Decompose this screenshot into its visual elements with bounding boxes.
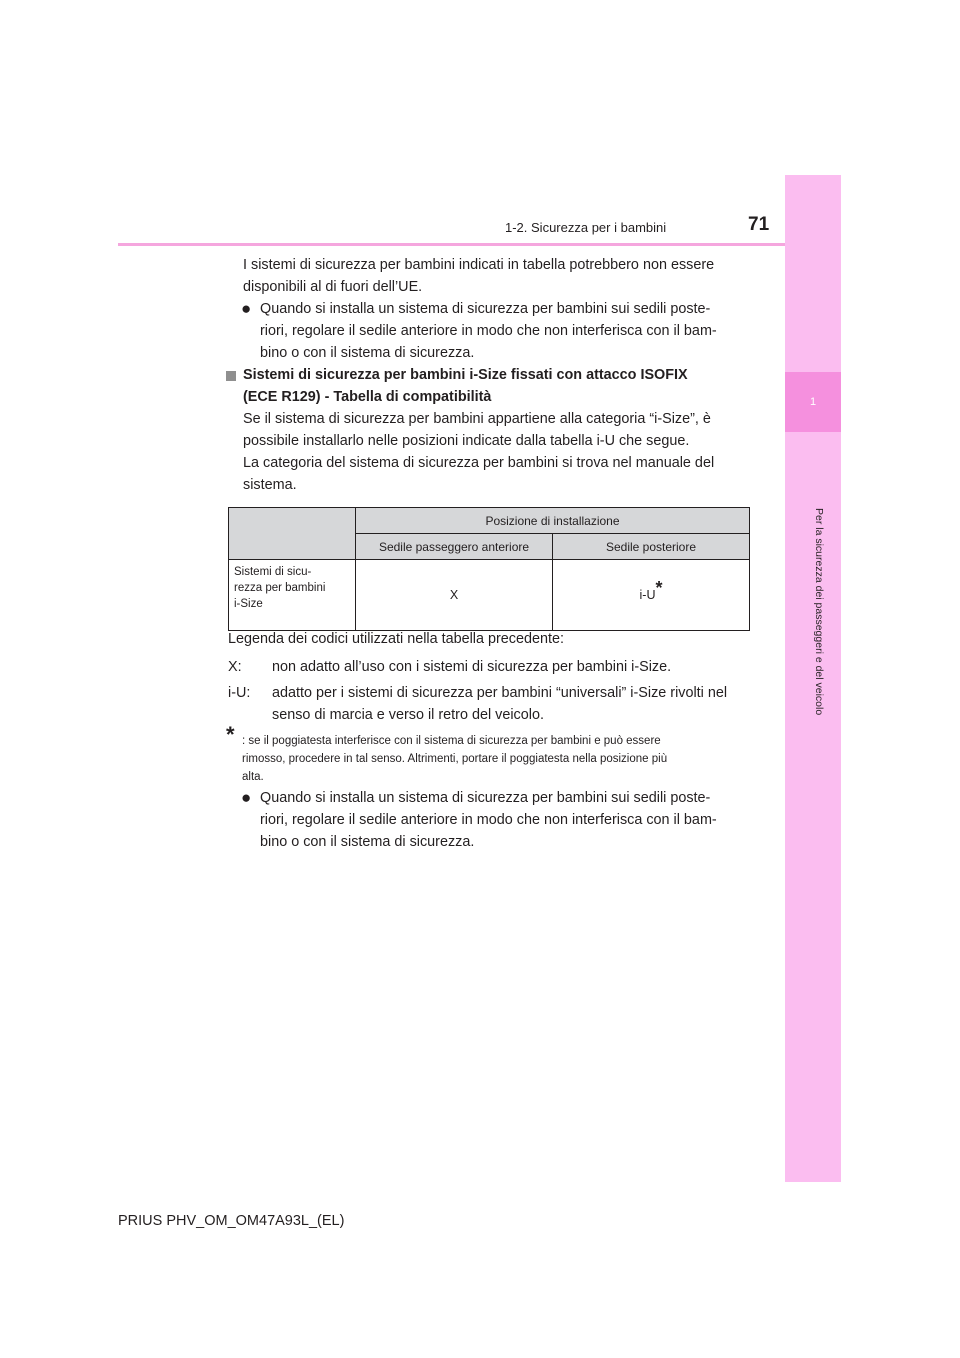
intro-paragraph: [243, 254, 745, 298]
table-corner-cell: [229, 508, 356, 560]
asterisk-mark: *: [655, 577, 663, 598]
text-line: riori, regolare il sedile anteriore in modo che non interferisca con il bam-: [260, 812, 717, 828]
header-rule: [118, 243, 840, 246]
text-line: (ECE R129) - Tabella di compatibilità: [243, 389, 492, 405]
col-header-front-seat: Sedile passeggero anteriore: [356, 534, 553, 560]
bullet-paragraph-1: [260, 298, 745, 364]
legend-x-text: non adatto all’uso con i sistemi di sicurezza per bambini i-Size.: [272, 659, 672, 675]
table-group-header: Posizione di installazione: [356, 508, 750, 534]
text-line: Quando si installa un sistema di sicurezza per bambini sui sedili poste-: [260, 790, 711, 806]
compatibility-table: [228, 507, 750, 631]
text-line: Se il sistema di sicurezza per bambini appartiene alla categoria “i-Size”, è: [243, 411, 711, 427]
legend-x-code: X:: [228, 659, 242, 675]
section-square-icon: [226, 371, 236, 381]
text-line: Sistemi di sicurezza per bambini i-Size fissati con attacco ISOFIX: [243, 367, 688, 383]
text-line: bino o con il sistema di sicurezza.: [260, 834, 475, 850]
cell-rear-seat-code: i-U: [639, 588, 656, 603]
text-line: sistema.: [243, 477, 297, 493]
chapter-title-vertical: [811, 508, 827, 716]
bullet-dot-icon: ●: [241, 299, 252, 318]
text-line: I sistemi di sicurezza per bambini indicati in tabella potrebbero non essere: [243, 257, 715, 273]
text-line: possibile installarlo nelle posizioni indicate dalla tabella i-U che segue.: [243, 433, 690, 449]
section-title: 1-2. Sicurezza per i bambini: [505, 220, 667, 235]
text-line: alta.: [242, 771, 264, 783]
text-line: riori, regolare il sedile anteriore in modo che non interferisca con il bam-: [260, 323, 717, 339]
section-description: [243, 408, 745, 496]
col-header-rear-seat: Sedile posteriore: [553, 534, 750, 560]
text-line: : se il poggiatesta interferisce con il sistema di sicurezza per bambini e può essere: [242, 735, 661, 747]
text-line: rimosso, procedere in tal senso. Altrimenti, portare il poggiatesta nella posizione più: [242, 753, 668, 765]
text-line: disponibili al di fuori dell’UE.: [243, 279, 423, 295]
text-line: Quando si installa un sistema di sicurezza per bambini sui sedili poste-: [260, 301, 711, 317]
document-code: PRIUS PHV_OM_OM47A93L_(EL): [118, 1213, 345, 1229]
page-number: 71: [748, 214, 770, 235]
text-line: La categoria del sistema di sicurezza per bambini si trova nel manuale del: [243, 455, 715, 471]
section-heading: [243, 364, 745, 408]
chapter-title: Per la sicurezza dei passeggeri e del veicolo: [813, 508, 825, 716]
footnote-asterisk: *: [226, 722, 235, 747]
text-line: adatto per i sistemi di sicurezza per bambini “universali” i-Size rivolti nel: [272, 685, 728, 701]
text-line: senso di marcia e verso il retro del veicolo.: [272, 707, 544, 723]
bullet-paragraph-2: [260, 787, 745, 853]
text-line: rezza per bambini: [234, 582, 326, 594]
row-label-isize: [229, 560, 356, 631]
chapter-number: 1: [809, 396, 817, 408]
text-line: Sistemi di sicu-: [234, 566, 312, 578]
bullet-dot-icon: ●: [241, 788, 252, 807]
cell-rear-seat: [553, 560, 750, 631]
legend-title: Legenda dei codici utilizzati nella tabella precedente:: [228, 631, 565, 647]
footnote-text: [242, 732, 746, 786]
chapter-number-badge: [785, 372, 841, 432]
cell-front-seat: X: [356, 560, 553, 631]
legend-iu-text: [272, 682, 746, 726]
text-line: bino o con il sistema di sicurezza.: [260, 345, 475, 361]
legend-iu-code: i-U:: [228, 685, 251, 701]
text-line: i-Size: [234, 598, 263, 610]
